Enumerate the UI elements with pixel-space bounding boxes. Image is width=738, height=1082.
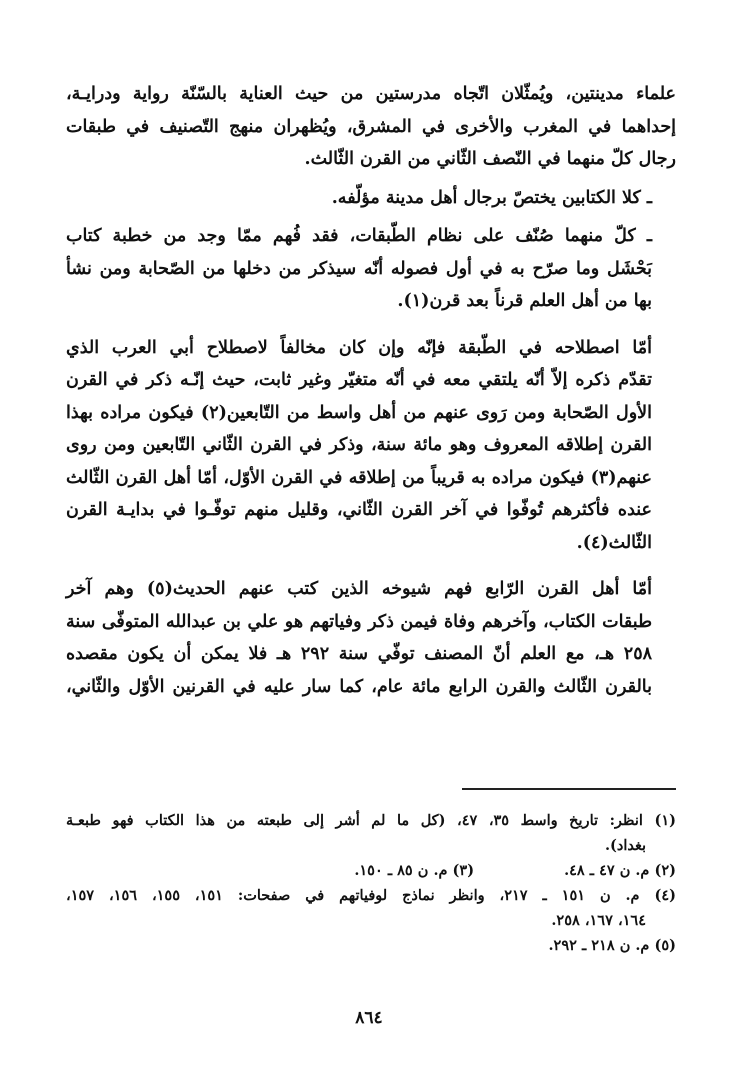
text-line: بَحْشَل وما صرّح به في أول فصوله أنّه سيذكر من دخلها من الصّحابة ومن نشأ (66, 258, 652, 279)
footnote-separator (462, 788, 676, 790)
footnote-4: (٤) م. ن ١٥١ ـ ٢١٧، وانظر نماذج لوفياتهم في صفحات: ١٥١، ١٥٥، ١٥٦، ١٥٧، (66, 887, 676, 904)
main-text (66, 78, 676, 703)
text-line: أمّا أهل القرن الرّابع فهم شيوخه الذين كتب عنهم الحديث(٥) وهم آخر (66, 579, 652, 599)
paragraph-4 (66, 332, 676, 560)
footnote-1-continuation: بغداد). (604, 837, 646, 854)
footnote-5: (٥) م. ن ٢١٨ ـ ٢٩٢. (548, 937, 676, 954)
footnote-2: (٢) م. ن ٤٧ ـ ٤٨. (564, 862, 676, 879)
text-line: عنده فأكثرهم تُوفّوا في آخر القرن الثّاني، وقليل منهم توفّـوا في بدايـة القرن (66, 500, 652, 520)
text-line: الأول الصّحابة ومن رَوى عنهم من أهل واسط من التّابعين(٢) فيكون مراده بهذا (66, 402, 652, 423)
paragraph-1 (66, 78, 676, 176)
text-line: تقدّم ذكره إلاّ أنّه يلتقي معه في أنّه متغيّر وغير ثابت، حيث إنّـه ذكر في القرن (66, 370, 652, 390)
footnotes (66, 808, 676, 958)
text-line: علماء مدينتين، ويُمثّلان اتّجاه مدرستين من حيث العناية بالسّنّة رواية ودرايـة، (66, 84, 676, 104)
footnote-3: (٣) م. ن ٨٥ ـ ١٥٠. (354, 862, 475, 879)
text-line: أمّا اصطلاحه في الطّبقة فإنّه وإن كان مخالفاً لاصطلاح أبي العرب الذي (66, 337, 652, 358)
text-line: بالقرن الثّالث والقرن الرابع مائة عام، كما سار عليه في القرنين الأوّل والثّاني، (66, 676, 652, 697)
footnote-4-continuation: ١٦٤، ١٦٧، ٢٥٨. (551, 912, 646, 929)
paragraph-5 (66, 573, 676, 703)
text-line: القرن إطلاقه المعروف وهو مائة سنة، وذكر في القرن الثّاني التّابعين ومن روى (66, 435, 652, 455)
text-line: ٢٥٨ هـ، مع العلم أنّ المصنف توفّي سنة ٢٩٢ هـ فلا يمكن أن يكون مقصده (66, 644, 652, 664)
text-line: الثّالث(٤). (576, 532, 652, 553)
text-line: طبقات الكتاب، وآخرهم وفاة فيمن ذكر وفياتهم هو علي بن عبدالله المتوفّى سنة (66, 611, 652, 632)
page-number: ٨٦٤ (355, 1008, 383, 1028)
text-line: رجال كلّ منهما في النّصف الثّاني من القرن الثّالث. (304, 149, 676, 169)
text-line: عنهم(٣) فيكون مراده به قريباً من إطلاقه في القرن الأوّل، أمّا أهل القرن الثّالث (66, 467, 652, 488)
footnote-1: (١) انظر: تاريخ واسط ٣٥، ٤٧، (كل ما لم أشر إلى طبعته من هذا الكتاب فهو طبعـة (66, 812, 676, 829)
text-line: ـ كلا الكتابين يختصّ برجال أهل مدينة مؤلّفه. (331, 187, 652, 208)
paragraph-3 (66, 220, 676, 318)
paragraph-2 (66, 182, 676, 215)
text-line: بها من أهل العلم قرناً بعد قرن(١). (397, 291, 652, 311)
text-line: ـ كلّ منهما صُنّف على نظام الطّبقات، فقد فُهم ممّا وجد من خطبة كتاب (66, 226, 652, 246)
footnote-row-2-3 (66, 858, 676, 883)
text-line: إحداهما في المغرب والأخرى في المشرق، ويُظهران منهج التّصنيف في طبقات (66, 116, 676, 137)
